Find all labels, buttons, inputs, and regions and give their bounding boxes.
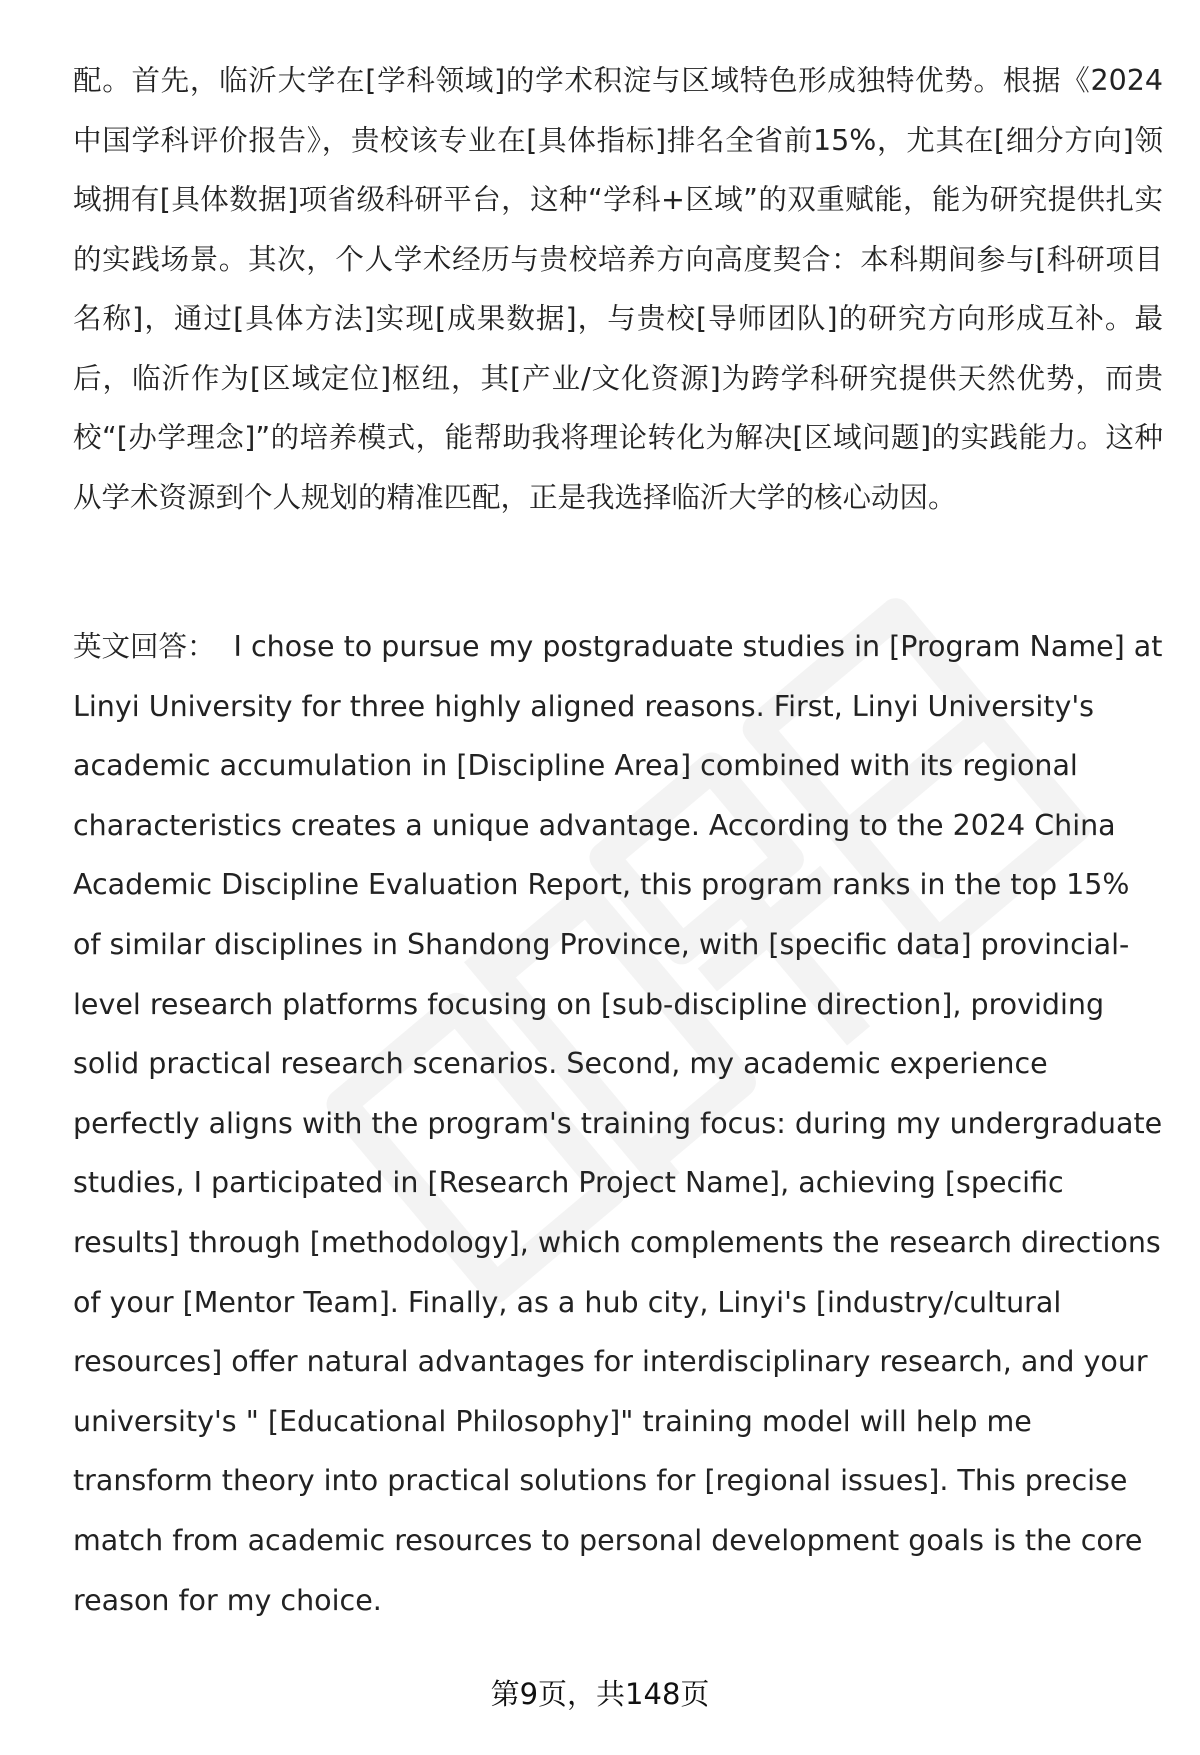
english-answer-label: 英文回答： <box>73 630 216 663</box>
page-number-footer: 第9页，共148页 <box>490 1677 710 1711</box>
english-answer-paragraph: I chose to pursue my postgraduate studies in [Program Name] at Linyi University for three highly aligned reasons. First, Linyi University's academic accumulation in [Discipline Area] combined with its regional characteristics creates a unique advantage. According to the 2024 China Academic Discipline Evaluation Report, this program ranks in the top 15% of similar disciplines in Shandong Province, with [specific data] provincial-level research platforms focusing on [sub-discipline direction], providing solid practical research scenarios. Second, my academic experience perfectly aligns with the program's training focus: during my undergraduate studies, I participated in [Research Project Name], achieving [specific results] through [methodology], which complements the research directions of your [Mentor Team]. Finally, as a hub city, Linyi's [industry/cultural resources] offer natural advantages for interdisciplinary research, and your university's " [Educational Philosophy]" training model will help me transform theory into practical solutions for [regional issues]. This precise match from academic resources to personal development goals is the core reason for my choice. <box>73 630 1163 1617</box>
english-answer-section <box>73 617 1163 1630</box>
chinese-answer-paragraph: 配。首先，临沂大学在[学科领域]的学术积淀与区域特色形成独特优势。根据《2024中国学科评价报告》，贵校该专业在[具体指标]排名全省前15%，尤其在[细分方向]领域拥有[具体数据]项省级科研平台，这种“学科+区域”的双重赋能，能为研究提供扎实的实践场景。其次，个人学术经历与贵校培养方向高度契合：本科期间参与[科研项目名称]，通过[具体方法]实现[成果数据]，与贵校[导师团队]的研究方向形成互补。最后，临沂作为[区域定位]枢纽，其[产业/文化资源]为跨学科研究提供天然优势，而贵校“[办学理念]”的培养模式，能帮助我将理论转化为解决[区域问题]的实践能力。这种从学术资源到个人规划的精准匹配，正是我选择临沂大学的核心动因。 <box>73 64 1163 514</box>
